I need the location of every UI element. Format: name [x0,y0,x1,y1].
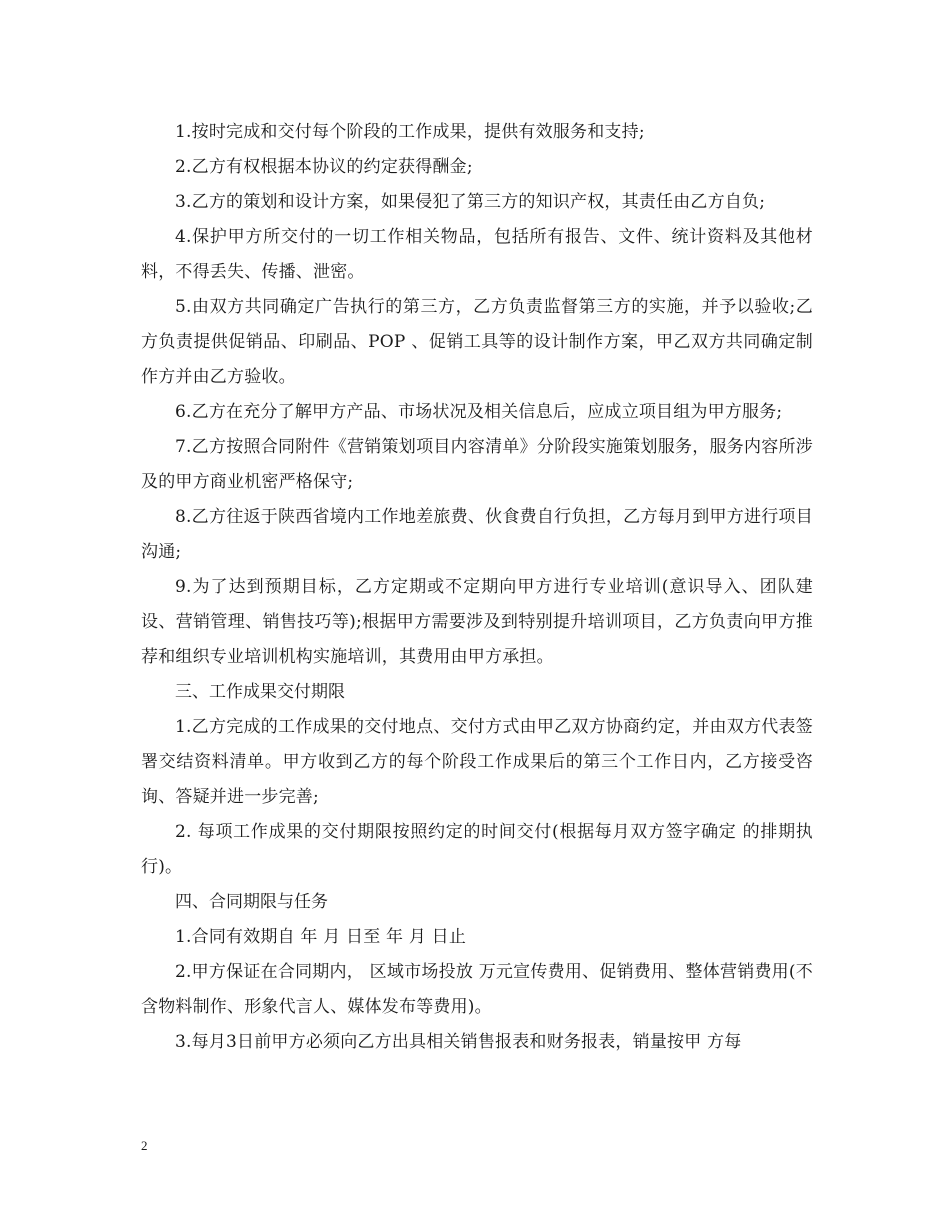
paragraph-term-3: 3.每月3日前甲方必须向乙方出具相关销售报表和财务报表，销量按甲 方每 [175,1032,742,1052]
paragraph-9: 9.为了达到预期目标，乙方定期或不定期向甲方进行专业培训(意识导入、团队建设、营销管理、销售技巧等);根据甲方需要涉及到特别提升培训项目，乙方负责向甲方推荐和组织专业培训机构实施培训，其费用由甲方承担。 [141,577,813,667]
paragraph-4: 4.保护甲方所交付的一切工作相关物品，包括所有报告、文件、统计资料及其他材料，不得丢失、传播、泄密。 [141,227,813,282]
page-number: 2 [141,1138,148,1153]
paragraph-delivery-2: 2. 每项工作成果的交付期限按照约定的时间交付(根据每月双方签字确定 的排期执行)。 [141,822,813,877]
paragraph-8: 8.乙方往返于陕西省境内工作地差旅费、伙食费自行负担，乙方每月到甲方进行项目沟通; [141,507,813,562]
section-heading-delivery: 三、工作成果交付期限 [175,682,345,702]
paragraph-2: 2.乙方有权根据本协议的约定获得酬金; [175,157,473,177]
paragraph-term-1: 1.合同有效期自 年 月 日至 年 月 日止 [175,927,467,947]
paragraph-5: 5.由双方共同确定广告执行的第三方，乙方负责监督第三方的实施，并予以验收;乙方负责提供促销品、印刷品、POP 、促销工具等的设计制作方案，甲乙双方共同确定制作方并由乙方验收。 [141,297,813,387]
paragraph-6: 6.乙方在充分了解甲方产品、市场状况及相关信息后，应成立项目组为甲方服务; [175,402,783,422]
section-heading-term: 四、合同期限与任务 [175,892,328,912]
paragraph-3: 3.乙方的策划和设计方案，如果侵犯了第三方的知识产权，其责任由乙方自负; [175,192,766,212]
document-body [141,115,813,1060]
paragraph-1: 1.按时完成和交付每个阶段的工作成果，提供有效服务和支持; [175,122,645,142]
paragraph-delivery-1: 1.乙方完成的工作成果的交付地点、交付方式由甲乙双方协商约定，并由双方代表签署交结资料清单。甲方收到乙方的每个阶段工作成果后的第三个工作日内，乙方接受咨询、答疑并进一步完善; [141,717,813,807]
paragraph-term-2: 2.甲方保证在合同期内， 区域市场投放 万元宣传费用、促销费用、整体营销费用(不含物料制作、形象代言人、媒体发布等费用)。 [141,962,813,1017]
paragraph-7: 7.乙方按照合同附件《营销策划项目内容清单》分阶段实施策划服务，服务内容所涉及的甲方商业机密严格保守; [141,437,813,492]
